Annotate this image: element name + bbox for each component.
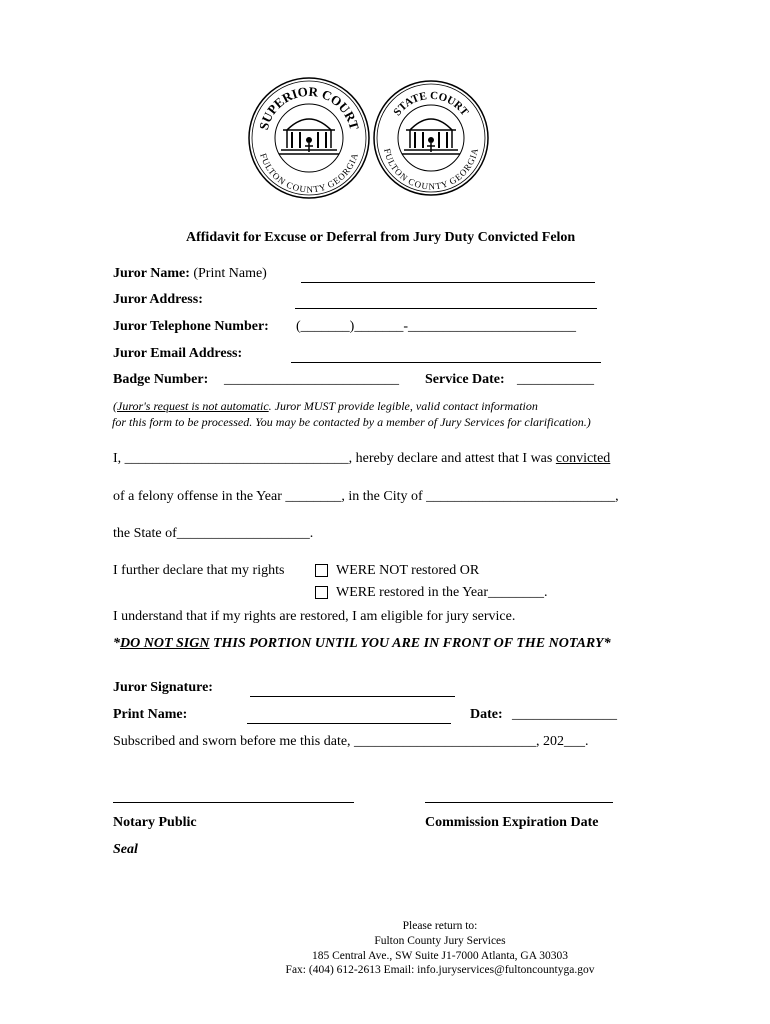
form-title: Affidavit for Excuse or Deferral from Jury Duty Convicted Felon (186, 230, 576, 245)
commission-expiration-label: Commission Expiration Date (425, 815, 599, 830)
svg-text:FULTON COUNTY GEORGIA: FULTON COUNTY GEORGIA (258, 152, 360, 195)
restored-option: WERE restored in the Year________. (336, 585, 548, 600)
commission-date-line[interactable] (425, 802, 613, 803)
footer-address: 185 Central Ave., SW Suite J1-7000 Atlanta, GA 30303 (311, 950, 569, 962)
footer-office: Fulton County Jury Services (374, 935, 506, 947)
print-name-label: Print Name: (113, 707, 188, 722)
juror-email-field[interactable] (291, 362, 601, 363)
declaration-line3: the State of___________________. (113, 526, 314, 541)
contact-note-line1 (113, 399, 538, 414)
svg-text:SUPERIOR COURT: SUPERIOR COURT (255, 83, 363, 132)
not-restored-option: WERE NOT restored OR (336, 563, 480, 578)
service-date-field[interactable]: ___________ (517, 372, 594, 387)
juror-email-label: Juror Email Address: (113, 346, 243, 361)
note-not-automatic: Juror's request is not automatic (117, 399, 269, 413)
declaration-attest: I, ________________________________, hereby declare and attest that I was (113, 451, 556, 466)
juror-address-field[interactable] (295, 308, 597, 309)
footer-return: Please return to: (402, 920, 478, 932)
warning-prefix: * (113, 636, 120, 651)
juror-address-label: Juror Address: (113, 292, 203, 307)
print-name-field[interactable] (247, 723, 451, 724)
subscribed-statement: Subscribed and sworn before me this date, __________________________, 202___. (113, 734, 589, 749)
warning-rest: THIS PORTION UNTIL YOU ARE IN FRONT OF THE NOTARY* (209, 636, 611, 651)
juror-phone-field[interactable]: (_______)_______-________________________ (296, 319, 576, 334)
declaration-line1 (113, 451, 610, 467)
eligibility-statement: I understand that if my rights are restored, I am eligible for jury service. (113, 609, 516, 624)
badge-number-field[interactable]: _________________________ (224, 372, 399, 387)
not-restored-checkbox[interactable] (315, 564, 328, 577)
note-open-paren: ( (113, 399, 117, 413)
juror-phone-label: Juror Telephone Number: (113, 319, 269, 334)
juror-signature-field[interactable] (250, 696, 455, 697)
state-court-seal (372, 76, 490, 200)
restored-checkbox[interactable] (315, 586, 328, 599)
juror-name-row (113, 266, 267, 282)
rights-label: I further declare that my rights (113, 563, 285, 578)
notary-signature-line[interactable] (113, 802, 354, 803)
contact-note-line2: for this form to be processed. You may be contacted by a member of Jury Services for clarification.) (112, 415, 591, 429)
notary-public-label: Notary Public (113, 815, 197, 830)
declaration-convicted: convicted (555, 451, 611, 466)
service-date-label: Service Date: (425, 372, 505, 387)
juror-name-field[interactable] (301, 282, 595, 283)
juror-name-label: Juror Name: (113, 266, 190, 281)
note-must-provide: . Juror MUST provide legible, valid contact information (268, 399, 538, 413)
svg-text:FULTON COUNTY GEORGIA: FULTON COUNTY GEORGIA (382, 147, 480, 192)
svg-text:STATE COURT: STATE COURT (391, 89, 471, 119)
badge-number-label: Badge Number: (113, 372, 209, 387)
superior-court-seal (247, 76, 371, 200)
seal-label: Seal (113, 842, 138, 857)
juror-name-hint: (Print Name) (189, 266, 267, 281)
notary-warning (113, 636, 611, 652)
date-field[interactable]: _______________ (512, 707, 617, 722)
declaration-line2: of a felony offense in the Year ________, in the City of ___________________________, (113, 489, 619, 504)
warning-do-not-sign: DO NOT SIGN (120, 636, 210, 651)
footer-contact: Fax: (404) 612-2613 Email: info.juryservices@fultoncountyga.gov (285, 964, 595, 976)
date-label: Date: (470, 707, 503, 722)
juror-signature-label: Juror Signature: (113, 680, 213, 695)
